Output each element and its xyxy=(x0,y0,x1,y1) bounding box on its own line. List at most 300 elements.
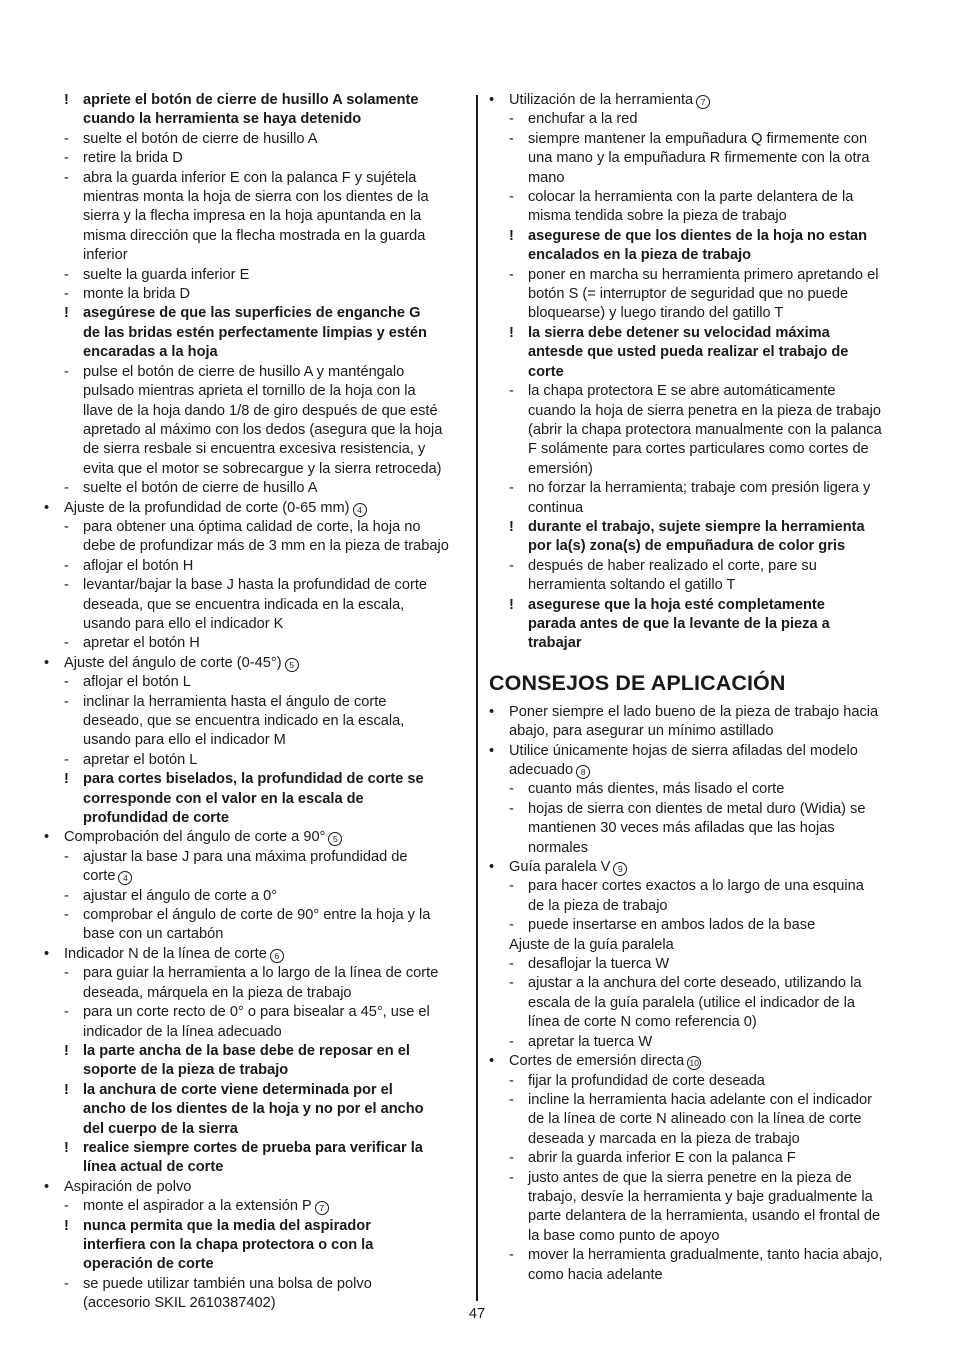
warning-marker: ! xyxy=(64,1042,69,1059)
warning-line xyxy=(44,1158,468,1177)
section-heading: CONSEJOS DE APLICACIÓN xyxy=(489,670,786,695)
list-line xyxy=(489,479,914,498)
warning-marker: ! xyxy=(64,92,69,108)
warning-line xyxy=(44,770,468,789)
line-text: la sierra debe detener su velocidad máxima xyxy=(528,324,830,341)
list-line xyxy=(44,1023,468,1042)
list-line xyxy=(44,207,468,226)
warning-line xyxy=(489,363,914,382)
line-text: mano xyxy=(528,169,565,186)
line-text: llave de la hoja dando 1/8 de giro después de que esté xyxy=(83,402,438,419)
line-text: cuando la herramienta se haya detenido xyxy=(83,111,362,128)
bullet-line xyxy=(44,654,468,673)
list-line xyxy=(44,227,468,246)
bullet-line xyxy=(489,858,914,877)
line-text: apretar el botón H xyxy=(83,635,200,652)
list-line xyxy=(44,1003,468,1022)
list-line xyxy=(44,363,468,382)
list-line xyxy=(44,149,468,168)
list-line xyxy=(489,266,914,285)
warning-line xyxy=(44,1081,468,1100)
line-text: corresponde con el valor en la escala de xyxy=(83,790,364,807)
line-text: la chapa protectora E se abre automáticamente xyxy=(528,383,836,400)
line-text: (abrir la chapa protectora manualmente con la palanca xyxy=(528,421,882,438)
line-text: normales xyxy=(528,839,589,856)
list-line xyxy=(44,673,468,692)
bullet-line xyxy=(489,761,914,780)
list-line xyxy=(44,421,468,440)
bullet-marker: • xyxy=(489,1053,495,1070)
warning-marker: ! xyxy=(509,324,514,341)
line-text: mientras monta la hoja de sierra con los dientes de la xyxy=(83,189,429,206)
dash-marker: - xyxy=(509,266,514,283)
line-text: no forzar la herramienta; trabaje com presión ligera y xyxy=(528,480,871,497)
bullet-line xyxy=(44,945,468,964)
line-text: inferior xyxy=(83,247,128,264)
line-text: corte xyxy=(528,363,564,380)
warning-marker: ! xyxy=(64,1139,69,1156)
line-text: debe de profundizar más de 3 mm en la pieza de trabajo xyxy=(83,538,449,555)
line-text: Utilización de la herramienta xyxy=(509,92,694,108)
dash-marker: - xyxy=(64,130,69,147)
bullet-line xyxy=(489,936,914,955)
line-text: la parte ancha de la base debe de reposar en el xyxy=(83,1042,410,1059)
dash-marker: - xyxy=(509,1169,514,1186)
dash-marker: - xyxy=(64,635,69,652)
warning-marker: ! xyxy=(509,596,514,613)
list-line xyxy=(489,557,914,576)
list-line xyxy=(489,402,914,421)
warning-line xyxy=(44,1100,468,1119)
line-text: encalados en la pieza de trabajo xyxy=(528,247,752,264)
line-text: asegurese de que los dientes de la hoja no estan xyxy=(528,227,868,244)
warning-line xyxy=(489,537,914,556)
line-text: puede insertarse en ambos lados de la base xyxy=(528,917,816,934)
line-text: bloquearse) y luego tirando del gatillo T xyxy=(528,305,784,322)
figure-reference-number: 7 xyxy=(696,95,710,109)
line-text: enchufar a la red xyxy=(528,111,638,128)
line-text: desaflojar la tuerca W xyxy=(528,956,670,973)
dash-marker: - xyxy=(509,189,514,206)
dash-marker: - xyxy=(509,975,514,992)
page-number: 47 xyxy=(468,1306,486,1322)
warning-line xyxy=(489,324,914,343)
list-line xyxy=(44,634,468,653)
line-text: evita que el motor se sobrecargue y la sierra retroceda) xyxy=(83,460,442,477)
bullet-marker: • xyxy=(44,1178,50,1195)
figure-reference-number: 5 xyxy=(285,658,299,672)
line-text: base con un cartabón xyxy=(83,926,224,943)
figure-reference-number: 4 xyxy=(353,503,367,517)
line-text: suelte la guarda inferior E xyxy=(83,266,250,283)
line-text: operación de corte xyxy=(83,1256,214,1273)
dash-marker: - xyxy=(64,480,69,497)
line-text: ajustar a la anchura del corte deseado, utilizando la xyxy=(528,975,862,992)
list-line xyxy=(44,460,468,479)
dash-marker: - xyxy=(64,887,69,904)
dash-marker: - xyxy=(64,1275,69,1292)
dash-marker: - xyxy=(64,1004,69,1021)
list-line xyxy=(489,440,914,459)
usage-list xyxy=(489,91,914,654)
list-line xyxy=(489,800,914,819)
line-text: usando para ello el indicador K xyxy=(83,615,284,632)
tips-list xyxy=(489,703,914,1285)
line-text: mover la herramienta gradualmente, tanto hacia abajo, xyxy=(528,1247,883,1264)
bullet-line xyxy=(489,1052,914,1071)
list-line xyxy=(44,130,468,149)
list-line xyxy=(44,887,468,906)
line-text: poner en marcha su herramienta primero apretando el xyxy=(528,266,879,283)
line-text: la base como punto de apoyo xyxy=(528,1227,720,1244)
list-line xyxy=(489,188,914,207)
line-text: después de haber realizado el corte, pare su xyxy=(528,557,817,574)
figure-reference-number: 7 xyxy=(315,1201,329,1215)
line-text: cuando la hoja de sierra penetra en la pieza de trabajo xyxy=(528,402,881,419)
list-line xyxy=(44,285,468,304)
dash-marker: - xyxy=(64,674,69,691)
warning-marker: ! xyxy=(509,227,514,244)
bullet-marker: • xyxy=(489,859,495,876)
line-text: deseada y marcada en la pieza de trabajo xyxy=(528,1130,800,1147)
list-line xyxy=(44,557,468,576)
line-text: Indicador N de la línea de corte xyxy=(64,945,267,962)
warning-line xyxy=(44,91,468,110)
line-text: sierra y la flecha impresa en la hoja apuntanda en la xyxy=(83,208,422,225)
list-line xyxy=(489,382,914,401)
line-text: misma tendida sobre la pieza de trabajo xyxy=(528,208,787,225)
dash-marker: - xyxy=(64,266,69,283)
bullet-marker: • xyxy=(44,829,50,846)
dash-marker: - xyxy=(64,693,69,710)
line-text: cuanto más dientes, más lisado el corte xyxy=(528,781,785,798)
list-line xyxy=(489,1091,914,1110)
list-line xyxy=(44,479,468,498)
warning-line xyxy=(44,110,468,129)
line-text: de la línea de corte N alineado con la línea de corte xyxy=(528,1111,862,1128)
list-line xyxy=(44,964,468,983)
line-text: como hacia adelante xyxy=(528,1266,663,1283)
line-text: hojas de sierra con dientes de metal duro (Widia) se xyxy=(528,800,866,817)
line-text: del cuerpo de la sierra xyxy=(83,1120,238,1137)
warning-line xyxy=(489,246,914,265)
dash-marker: - xyxy=(64,751,69,768)
list-line xyxy=(489,421,914,440)
dash-marker: - xyxy=(509,111,514,128)
line-text: escala de la guía paralela (utilice el indicador de la xyxy=(528,994,855,1011)
line-text: usando para ello el indicador M xyxy=(83,732,286,749)
line-text: ancho de los dientes de la hoja y no por el ancho xyxy=(83,1101,424,1118)
line-text: botón S (= interruptor de seguridad que no puede xyxy=(528,286,849,303)
dash-marker: - xyxy=(64,577,69,594)
line-text: comprobar el ángulo de corte de 90° entre la hoja y la xyxy=(83,907,431,924)
line-text: profundidad de corte xyxy=(83,810,229,827)
list-line xyxy=(489,1110,914,1129)
warning-line xyxy=(44,324,468,343)
figure-reference-number: 6 xyxy=(270,949,284,963)
warning-line xyxy=(44,1042,468,1061)
warning-line xyxy=(44,809,468,828)
list-line xyxy=(489,1013,914,1032)
bullet-line xyxy=(44,499,468,518)
line-text: línea actual de corte xyxy=(83,1159,224,1176)
warning-line xyxy=(44,1217,468,1236)
list-line xyxy=(44,751,468,770)
line-text: suelte el botón de cierre de husillo A xyxy=(83,130,318,147)
dash-marker: - xyxy=(509,956,514,973)
dash-marker: - xyxy=(64,286,69,303)
bullet-marker: • xyxy=(44,654,50,671)
line-text: apretar la tuerca W xyxy=(528,1033,653,1050)
line-text: apretado al máximo con los dedos (asegura que la hoja xyxy=(83,421,443,438)
line-text: Comprobación del ángulo de corte a 90° xyxy=(64,829,326,846)
figure-reference-number: 9 xyxy=(613,862,627,876)
list-line xyxy=(44,1197,468,1216)
line-text: adecuado xyxy=(509,762,574,778)
line-text: una mano y la empuñadura R firmemente con la otra xyxy=(528,150,870,167)
warning-line xyxy=(489,596,914,615)
line-text: corte xyxy=(83,868,116,885)
warning-line xyxy=(489,518,914,537)
dash-marker: - xyxy=(64,1198,69,1215)
list-line xyxy=(44,266,468,285)
list-line xyxy=(44,576,468,595)
dash-marker: - xyxy=(509,800,514,817)
list-line xyxy=(44,169,468,188)
warning-line xyxy=(489,343,914,362)
list-line xyxy=(489,130,914,149)
figure-reference-number: 4 xyxy=(118,871,132,885)
line-text: misma dirección que la flecha mostrada en la guarda xyxy=(83,227,426,244)
warning-line xyxy=(44,1255,468,1274)
list-line xyxy=(489,1072,914,1091)
line-text: asegurese que la hoja esté completamente xyxy=(528,596,825,613)
bullet-marker: • xyxy=(489,742,495,759)
warning-line xyxy=(44,1061,468,1080)
bullet-line xyxy=(489,722,914,741)
warning-line xyxy=(489,227,914,246)
line-text: de la pieza de trabajo xyxy=(528,897,668,914)
list-line xyxy=(489,819,914,838)
list-line xyxy=(44,693,468,712)
line-text: encaradas a la hoja xyxy=(83,344,218,361)
right-column xyxy=(489,91,914,1285)
list-line xyxy=(489,955,914,974)
list-line xyxy=(489,1207,914,1226)
list-line xyxy=(44,906,468,925)
bullet-marker: • xyxy=(44,499,50,516)
line-text: deseada, márquela en la pieza de trabajo xyxy=(83,984,352,1001)
list-line xyxy=(44,984,468,1003)
line-text: trabajar xyxy=(528,635,582,652)
list-line xyxy=(489,207,914,226)
line-text: apretar el botón L xyxy=(83,751,198,768)
list-line xyxy=(44,1275,468,1294)
column-divider xyxy=(476,95,478,1301)
line-text: abrir la guarda inferior E con la palanca F xyxy=(528,1150,796,1167)
line-text: durante el trabajo, sujete siempre la herramienta xyxy=(528,518,865,535)
list-line xyxy=(489,304,914,323)
list-line xyxy=(44,440,468,459)
list-line xyxy=(44,246,468,265)
dash-marker: - xyxy=(509,480,514,497)
dash-marker: - xyxy=(64,848,69,865)
warning-line xyxy=(44,1236,468,1255)
line-text: parte delantera de la herramienta, usando el frontal de xyxy=(528,1208,881,1225)
dash-marker: - xyxy=(64,150,69,167)
line-text: justo antes de que la sierra penetre en la pieza de xyxy=(528,1169,852,1186)
bullet-line xyxy=(489,703,914,722)
list-line xyxy=(489,780,914,799)
list-line xyxy=(489,576,914,595)
line-text: parada antes de que la levante de la pieza a xyxy=(528,615,830,632)
line-text: se puede utilizar también una bolsa de polvo xyxy=(83,1275,372,1292)
left-column xyxy=(44,91,468,1314)
list-line xyxy=(489,1033,914,1052)
line-text: abra la guarda inferior E con la palanca F y sujétela xyxy=(83,169,417,186)
line-text: para cortes biselados, la profundidad de corte se xyxy=(83,771,424,788)
line-text: retire la brida D xyxy=(83,150,183,167)
line-text: abajo, para asegurar un mínimo astillado xyxy=(509,723,774,740)
line-text: trabajo, desvíe la herramienta y baje gradualmente la xyxy=(528,1188,873,1205)
list-line xyxy=(489,149,914,168)
line-text: ajustar la base J para una máxima profundidad de xyxy=(83,848,408,865)
dash-marker: - xyxy=(64,169,69,186)
line-text: para guiar la herramienta a lo largo de la línea de corte xyxy=(83,965,439,982)
list-line xyxy=(44,537,468,556)
bullet-marker: • xyxy=(44,945,50,962)
list-line xyxy=(489,1246,914,1265)
line-text: siempre mantener la empuñadura Q firmemente con xyxy=(528,130,868,147)
dash-marker: - xyxy=(64,518,69,535)
line-text: Aspiración de polvo xyxy=(64,1178,192,1195)
list-line xyxy=(489,499,914,518)
warning-line xyxy=(489,634,914,653)
list-line xyxy=(44,596,468,615)
list-line xyxy=(489,1149,914,1168)
list-line xyxy=(489,1227,914,1246)
line-text: deseado, que se encuentra indicado en la escala, xyxy=(83,713,405,729)
line-text: (accesorio SKIL 2610387402) xyxy=(83,1295,276,1312)
list-line xyxy=(489,1266,914,1285)
line-text: Ajuste del ángulo de corte (0-45°) xyxy=(64,654,282,671)
dash-marker: - xyxy=(509,1072,514,1089)
line-text: realice siempre cortes de prueba para verificar la xyxy=(83,1139,423,1156)
dash-marker: - xyxy=(509,1091,514,1108)
list-line xyxy=(44,615,468,634)
list-line xyxy=(44,518,468,537)
line-text: fijar la profundidad de corte deseada xyxy=(528,1072,765,1089)
line-text: Cortes de emersión directa xyxy=(509,1053,685,1070)
line-text: emersión) xyxy=(528,460,593,477)
warning-line xyxy=(44,1139,468,1158)
list-line xyxy=(44,188,468,207)
dash-marker: - xyxy=(64,907,69,924)
dash-marker: - xyxy=(509,1150,514,1167)
line-text: Utilice únicamente hojas de sierra afiladas del modelo xyxy=(509,742,858,759)
list-line xyxy=(489,916,914,935)
line-text: nunca permita que la media del aspirador xyxy=(83,1217,371,1234)
list-line xyxy=(44,712,468,731)
line-text: indicador de la línea adecuado xyxy=(83,1023,282,1040)
line-text: para un corte recto de 0° o para bisealar a 45°, use el xyxy=(83,1004,430,1021)
dash-marker: - xyxy=(509,878,514,895)
list-line xyxy=(489,877,914,896)
line-text: ajustar el ángulo de corte a 0° xyxy=(83,887,278,904)
figure-reference-number: 10 xyxy=(687,1056,701,1070)
warning-line xyxy=(44,1120,468,1139)
line-text: pulsado mientras aprieta el tornillo de la hoja con la xyxy=(83,383,416,400)
line-text: incline la herramienta hacia adelante con el indicador xyxy=(528,1091,872,1108)
line-text: de las bridas estén perfectamente limpias y estén xyxy=(83,324,427,341)
line-text: F solámente para cortes particulares como cortes de xyxy=(528,441,869,458)
list-line xyxy=(44,925,468,944)
warning-marker: ! xyxy=(64,1217,69,1234)
dash-marker: - xyxy=(64,965,69,982)
dash-marker: - xyxy=(509,383,514,400)
figure-reference-number: 8 xyxy=(576,765,590,779)
warning-line xyxy=(44,790,468,809)
line-text: suelte el botón de cierre de husillo A xyxy=(83,480,318,497)
figure-reference-number: 5 xyxy=(328,832,342,846)
line-text: aflojar el botón H xyxy=(83,557,194,574)
list-line xyxy=(489,1130,914,1149)
list-line xyxy=(489,285,914,304)
list-line xyxy=(489,839,914,858)
line-text: Poner siempre el lado bueno de la pieza de trabajo hacia xyxy=(509,703,879,720)
dash-marker: - xyxy=(509,1247,514,1264)
list-line xyxy=(44,382,468,401)
line-text: interfiera con la chapa protectora o con la xyxy=(83,1236,374,1253)
warning-line xyxy=(489,615,914,634)
bullet-line xyxy=(489,742,914,761)
list-line xyxy=(489,974,914,993)
list-line xyxy=(489,460,914,479)
warning-line xyxy=(44,343,468,362)
bullet-marker: • xyxy=(489,92,495,108)
line-text: para hacer cortes exactos a lo largo de una esquina xyxy=(528,878,864,895)
line-text: para obtener una óptima calidad de corte, la hoja no xyxy=(83,518,421,535)
line-text: monte el aspirador a la extensión P xyxy=(83,1198,312,1215)
dash-marker: - xyxy=(509,917,514,934)
line-text: la anchura de corte viene determinada por el xyxy=(83,1081,393,1098)
line-text: antesde que usted pueda realizar el trabajo de xyxy=(528,344,849,361)
line-text: Ajuste de la guía paralela xyxy=(509,936,674,953)
dash-marker: - xyxy=(509,130,514,147)
line-text: pulse el botón de cierre de husillo A y manténgalo xyxy=(83,363,405,380)
line-text: continua xyxy=(528,499,584,516)
bullet-line xyxy=(489,91,914,110)
line-text: soporte de la pieza de trabajo xyxy=(83,1062,289,1079)
warning-marker: ! xyxy=(64,1081,69,1098)
list-line xyxy=(489,169,914,188)
list-line xyxy=(44,731,468,750)
list-line xyxy=(489,1169,914,1188)
list-line xyxy=(44,848,468,867)
line-text: Guía paralela V xyxy=(509,859,611,876)
dash-marker: - xyxy=(64,557,69,574)
line-text: apriete el botón de cierre de husillo A solamente xyxy=(83,92,419,108)
warning-marker: ! xyxy=(64,771,69,788)
warning-line xyxy=(44,304,468,323)
line-text: deseada, que se encuentra indicada en la escala, xyxy=(83,596,405,613)
line-text: levantar/bajar la base J hasta la profundidad de corte xyxy=(83,577,427,594)
line-text: monte la brida D xyxy=(83,286,191,303)
line-text: colocar la herramienta con la parte delantera de la xyxy=(528,189,854,206)
bullet-line xyxy=(44,1178,468,1197)
list-line xyxy=(489,994,914,1013)
list-line xyxy=(489,897,914,916)
